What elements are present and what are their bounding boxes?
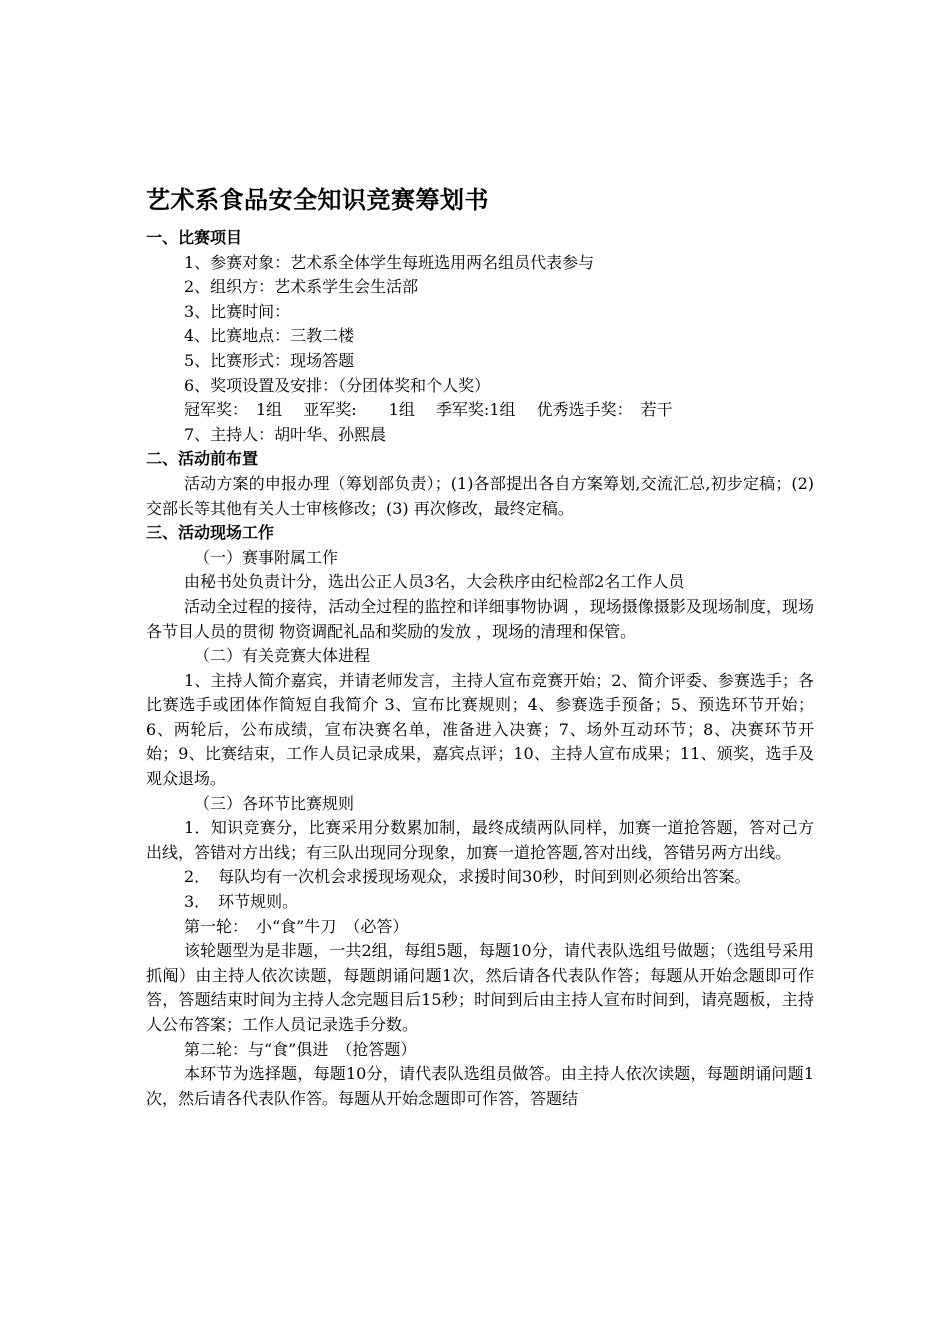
paragraph: 活动全过程的接待，活动全过程的监控和详细事物协调 ，现场摄像摄影及现场制度，现场各节目人员的贯彻 物资调配礼品和奖励的发放 ，现场的清理和保管。: [146, 596, 814, 641]
list-item: 5、比赛形式：现场答题: [184, 350, 355, 370]
list-item: 4、比赛地点：三教二楼: [184, 326, 355, 346]
paragraph: 1、主持人简介嘉宾，并请老师发言，主持人宣布竞赛开始；2、简介评委、参赛选手；各比赛选手或团体作简短自我简介 3、宣布比赛规则；4、参赛选手预备；5、预选环节开始；6、两轮后，公布成绩，宣布决赛名单，准备进入决赛；7、场外互动环节；8、决赛环节开始；9、比赛结束，工作人员记录成果，嘉宾点评；10、主持人宣布成果；11、颁奖，选手及观众退场。: [146, 670, 814, 789]
round-heading: 第一轮： 小“食”牛刀 （必答）: [184, 916, 409, 936]
paragraph: 活动方案的申报办理（筹划部负责）；(1)各部提出各自方案筹划,交流汇总,初步定稿；(2) 交部长等其他有关人士审核修改；(3) 再次修改，最终定稿。: [146, 473, 814, 518]
document-body: [146, 180, 814, 1111]
section-heading-3: 三、活动现场工作: [146, 523, 275, 543]
list-item: 1、参赛对象：艺术系全体学生每班选用两名组员代表参与: [184, 252, 595, 272]
list-item: 2、组织方：艺术系学生会生活部: [184, 277, 419, 297]
award-line: 冠军奖： 1组 亚军奖: 1组 季军奖:1组 优秀选手奖： 若干: [184, 400, 673, 420]
section-heading-1: 一、比赛项目: [146, 228, 243, 247]
subsection-heading: （二）有关竞赛大体进程: [194, 646, 371, 666]
paragraph: 本环节为选择题，每题10分，请代表队选组员做答。由主持人依次读题，每题朗诵问题1次，然后请各代表队作答。每题从开始念题即可作答，答题结: [146, 1064, 814, 1108]
paragraph: 3． 环节规则。: [184, 892, 299, 912]
section-heading-2: 二、活动前布置: [146, 449, 259, 469]
document-title: 艺术系食品安全知识竞赛筹划书: [146, 186, 489, 214]
paragraph: 2． 每队均有一次机会求援现场观众，求援时间30秒，时间到则必须给出答案。: [184, 867, 751, 887]
list-item: 3、比赛时间：: [184, 301, 291, 321]
paragraph: 1．知识竞赛分，比赛采用分数累加制，最终成绩两队同样，加赛一道抢答题，答对己方出线，答错对方出线；有三队出现同分现象，加赛一道抢答题,答对出线，答错另两方出线。: [146, 818, 814, 862]
list-item: 6、奖项设置及安排：（分团体奖和个人奖）: [184, 375, 491, 395]
subsection-heading: （一）赛事附属工作: [194, 547, 339, 567]
subsection-heading: （三）各环节比赛规则: [194, 793, 355, 813]
list-item: 7、主持人：胡叶华、孙熙晨: [184, 424, 387, 444]
paragraph: 该轮题型为是非题，一共2组，每组5题，每题10分，请代表队选组号做题；（选组号采用抓阄）由主持人依次读题，每题朗诵问题1次，然后请各代表队作答；每题从开始念题即可作答，答题结束时间为主持人念完题目后15秒；时间到后由主持人宣布时间到，请亮题板，主持人公布答案；工作人员记录选手分数。: [146, 941, 814, 1034]
paragraph: 由秘书处负责计分，选出公正人员3名，大会秩序由纪检部2名工作人员: [184, 572, 685, 592]
round-heading: 第二轮：与“食”俱进 （抢答题）: [184, 1039, 417, 1059]
